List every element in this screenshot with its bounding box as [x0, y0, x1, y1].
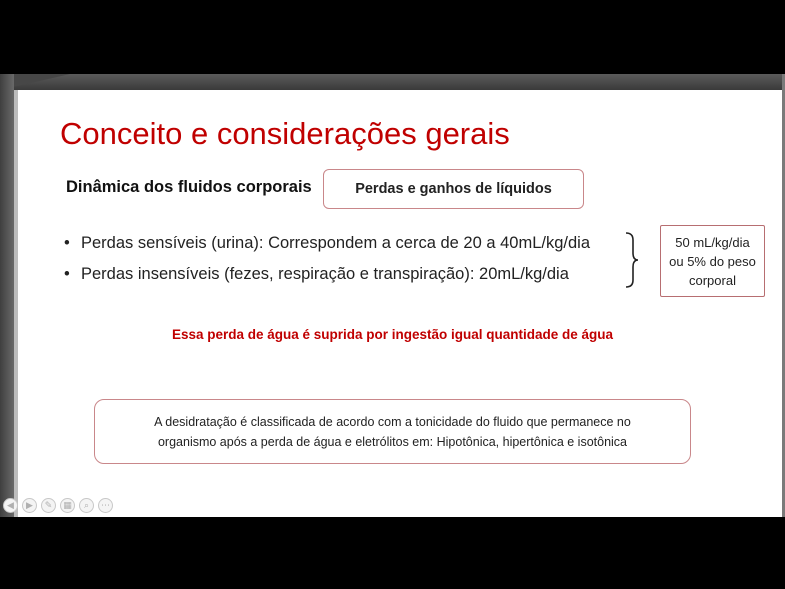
slide-frame-top — [0, 74, 785, 90]
more-options-icon[interactable]: ⋯ — [98, 498, 113, 513]
list-item-insensible-losses: • Perdas insensíveis (fezes, respiração e transpiração): 20mL/kg/dia — [64, 265, 590, 284]
daily-loss-line-3: corporal — [689, 272, 736, 288]
daily-loss-line-2: ou 5% do peso — [669, 253, 756, 269]
dehydration-classification-box — [94, 399, 691, 464]
slide-subtitle: Dinâmica dos fluidos corporais — [66, 178, 312, 196]
losses-gains-box — [323, 169, 584, 209]
next-slide-icon[interactable]: ▶ — [22, 498, 37, 513]
slide-title: Conceito e considerações gerais — [60, 116, 510, 151]
dehydration-line-1: A desidratação é classificada de acordo com a tonicidade do fluido que permanece no — [154, 414, 631, 429]
daily-loss-line-1: 50 mL/kg/dia — [675, 234, 750, 250]
curly-brace-icon — [624, 231, 640, 289]
zoom-icon[interactable]: ⌕ — [79, 498, 94, 513]
fluid-loss-list — [64, 234, 590, 296]
daily-loss-total-box — [660, 225, 765, 297]
presentation-slide — [0, 74, 785, 517]
dehydration-line-2: organismo após a perda de água e eletrólitos em: Hipotônica, hipertônica e isotônica — [157, 434, 628, 449]
slides-grid-icon[interactable]: ▦ — [60, 498, 75, 513]
pen-icon[interactable]: ✎ — [41, 498, 56, 513]
previous-slide-icon[interactable]: ◀ — [3, 498, 18, 513]
slideshow-controls — [3, 498, 113, 513]
slide-frame-left-inner — [14, 90, 18, 517]
water-replacement-note: Essa perda de água é suprida por ingestão igual quantidade de água — [171, 327, 614, 342]
slide-frame-left — [0, 74, 14, 517]
list-item-sensible-losses: • Perdas sensíveis (urina): Correspondem a cerca de 20 a 40mL/kg/dia — [64, 234, 590, 253]
losses-gains-label: Perdas e ganhos de líquidos — [355, 181, 552, 197]
